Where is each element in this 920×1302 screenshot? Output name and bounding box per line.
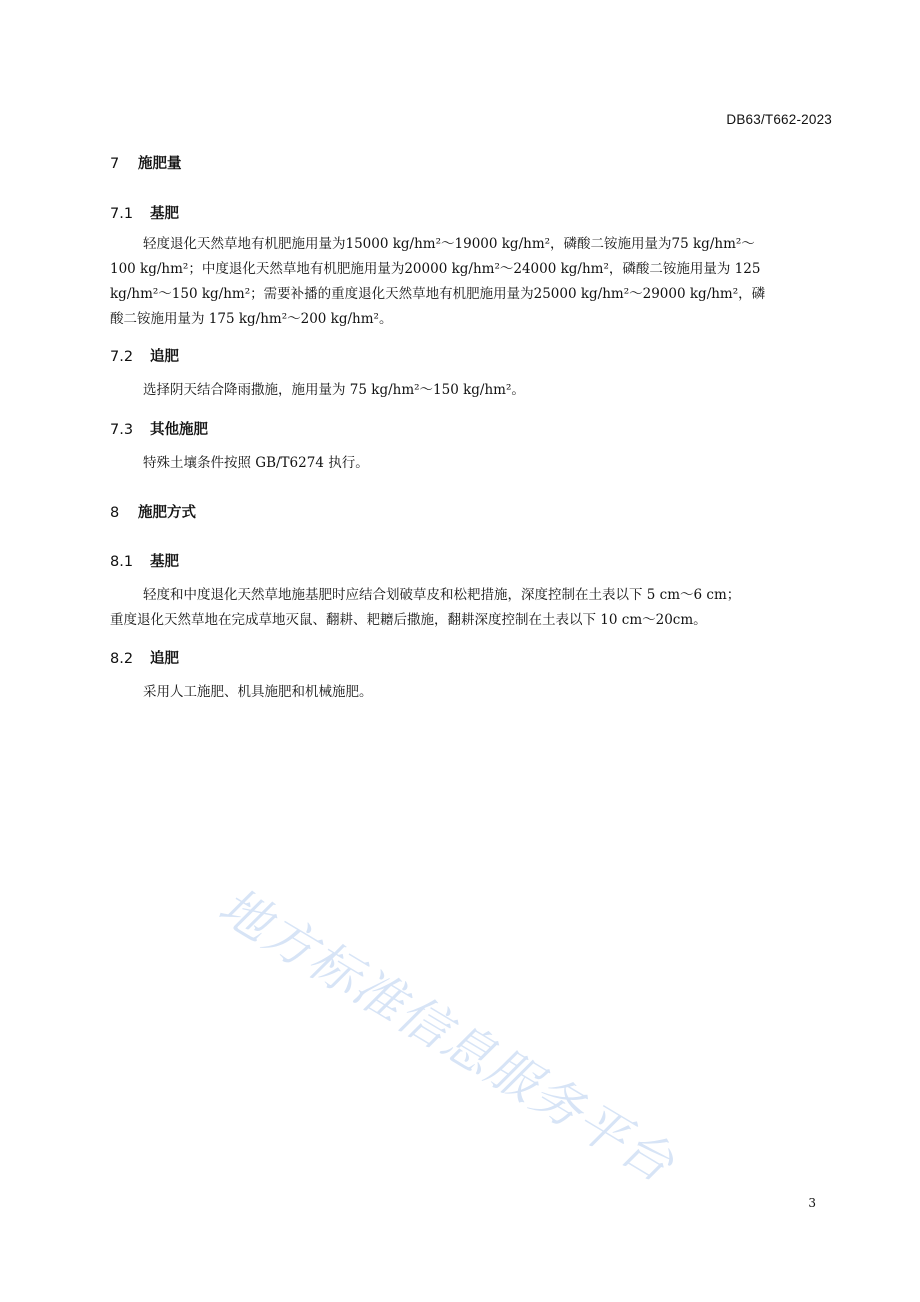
section-title: 施肥量 [138,156,182,172]
paragraph-line: 100 kg/hm²；中度退化天然草地有机肥施用量为20000 kg/hm²～24000 kg/hm²，磷酸二铵施用量为 125 [110,261,761,277]
paragraph-line: 酸二铵施用量为 175 kg/hm²～200 kg/hm²。 [110,311,393,327]
section-7-heading [110,152,182,173]
section-8-1-paragraph [110,583,832,633]
section-title: 追肥 [150,651,179,667]
paragraph-line: 特殊土壤条件按照 GB/T6274 执行。 [143,455,369,471]
section-title: 其他施肥 [150,422,208,438]
paragraph-line: kg/hm²～150 kg/hm²；需要补播的重度退化天然草地有机肥施用量为25000 kg/hm²～29000 kg/hm²，磷 [110,286,766,302]
paragraph-line: 选择阴天结合降雨撒施，施用量为 75 kg/hm²～150 kg/hm²。 [143,382,525,398]
section-number: 7 [110,156,120,172]
section-7-2-paragraph [110,378,832,403]
section-8-2-heading [110,647,179,668]
paragraph-line: 轻度退化天然草地有机肥施用量为15000 kg/hm²～19000 kg/hm²，磷酸二铵施用量为75 kg/hm²～ [143,236,755,252]
section-number: 7.1 [110,206,134,222]
section-number: 8.1 [110,554,134,570]
page-number: 3 [808,1196,816,1210]
section-title: 施肥方式 [138,505,196,521]
section-number: 7.2 [110,349,134,365]
paragraph-line: 采用人工施肥、机具施肥和机械施肥。 [143,684,373,700]
section-number: 7.3 [110,422,134,438]
section-7-1-paragraph [110,232,832,332]
section-8-2-paragraph [110,680,832,705]
section-7-2-heading [110,345,179,366]
section-title: 基肥 [150,554,179,570]
section-title: 追肥 [150,349,179,365]
paragraph-line: 重度退化天然草地在完成草地灭鼠、翻耕、耙耱后撒施，翻耕深度控制在土表以下 10 cm～20cm。 [110,612,707,628]
section-8-heading [110,501,196,522]
document-code: DB63/T662-2023 [726,112,832,127]
section-7-1-heading [110,202,179,223]
section-7-3-heading [110,418,208,439]
section-number: 8.2 [110,651,134,667]
section-number: 8 [110,505,120,521]
section-7-3-paragraph [110,451,832,476]
watermark: 地方标准信息服务平台 [209,876,685,1195]
section-title: 基肥 [150,206,179,222]
paragraph-line: 轻度和中度退化天然草地施基肥时应结合划破草皮和松耙措施，深度控制在土表以下 5 cm～6 cm； [143,587,741,603]
section-8-1-heading [110,550,179,571]
